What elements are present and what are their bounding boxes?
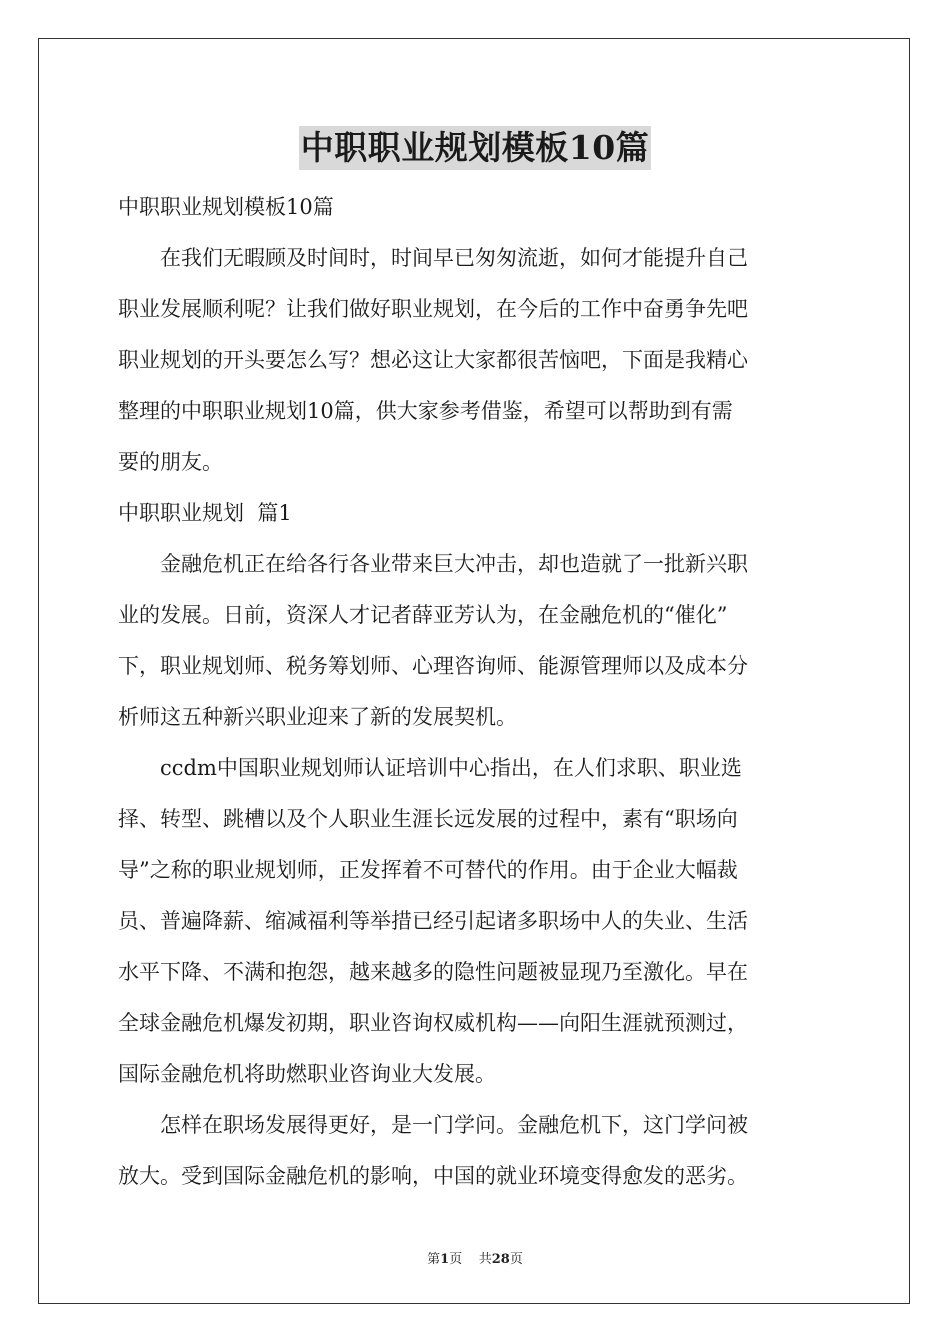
paragraph-line: 放大。受到国际金融危机的影响，中国的就业环境变得愈发的恶劣。 <box>118 1164 748 1188</box>
intro-line: 在我们无暇顾及时间时，时间早已匆匆流逝，如何才能提升自己 <box>160 246 748 270</box>
paragraph-line: 下，职业规划师、税务筹划师、心理咨询师、能源管理师以及成本分 <box>118 654 748 678</box>
intro-line: 整理的中职职业规划10篇，供大家参考借鉴，希望可以帮助到有需 <box>118 399 733 423</box>
section-heading: 中职职业规划 篇1 <box>118 501 292 525</box>
footer-page-prefix: 第 <box>427 1252 441 1267</box>
paragraph-line: 择、转型、跳槽以及个人职业生涯长远发展的过程中，素有“职场向 <box>118 807 738 831</box>
footer-page-number: 1 <box>440 1252 450 1267</box>
paragraph-line: 导”之称的职业规划师，正发挥着不可替代的作用。由于企业大幅裁 <box>118 858 738 882</box>
paragraph-line: 全球金融危机爆发初期，职业咨询权威机构——向阳生涯就预测过， <box>118 1011 748 1035</box>
paragraph-line: 国际金融危机将助燃职业咨询业大发展。 <box>118 1062 496 1086</box>
footer-total-pages: 28 <box>491 1252 510 1267</box>
document-title: 中职职业规划模板10篇 <box>299 126 651 170</box>
footer-total-suffix: 页 <box>509 1252 523 1267</box>
document-body <box>118 126 832 1202</box>
document-subtitle: 中职职业规划模板10篇 <box>118 195 334 219</box>
paragraph-line: 金融危机正在给各行各业带来巨大冲击，却也造就了一批新兴职 <box>160 552 748 576</box>
paragraph-line: 怎样在职场发展得更好，是一门学问。金融危机下，这门学问被 <box>160 1113 748 1137</box>
paragraph-line: 业的发展。日前，资深人才记者薛亚芳认为，在金融危机的“催化” <box>118 603 728 627</box>
intro-paragraph <box>118 233 832 488</box>
paragraph-line: 水平下降、不满和抱怨，越来越多的隐性问题被显现乃至激化。早在 <box>118 960 748 984</box>
paragraph-2 <box>118 743 832 1100</box>
intro-line: 要的朋友。 <box>118 450 223 474</box>
footer-total-prefix: 共 <box>478 1252 492 1267</box>
paragraph-1 <box>118 539 832 743</box>
footer-page-suffix: 页 <box>449 1252 463 1267</box>
title-wrap <box>118 126 832 174</box>
paragraph-line: 析师这五种新兴职业迎来了新的发展契机。 <box>118 705 517 729</box>
intro-line: 职业规划的开头要怎么写？想必这让大家都很苦恼吧，下面是我精心 <box>118 348 748 372</box>
paragraph-line: 员、普遍降薪、缩减福利等举措已经引起诸多职场中人的失业、生活 <box>118 909 748 933</box>
paragraph-3 <box>118 1100 832 1202</box>
page-footer <box>0 1248 950 1267</box>
paragraph-line: ccdm中国职业规划师认证培训中心指出，在人们求职、职业选 <box>160 756 742 780</box>
intro-line: 职业发展顺利呢？让我们做好职业规划，在今后的工作中奋勇争先吧 <box>118 297 748 321</box>
